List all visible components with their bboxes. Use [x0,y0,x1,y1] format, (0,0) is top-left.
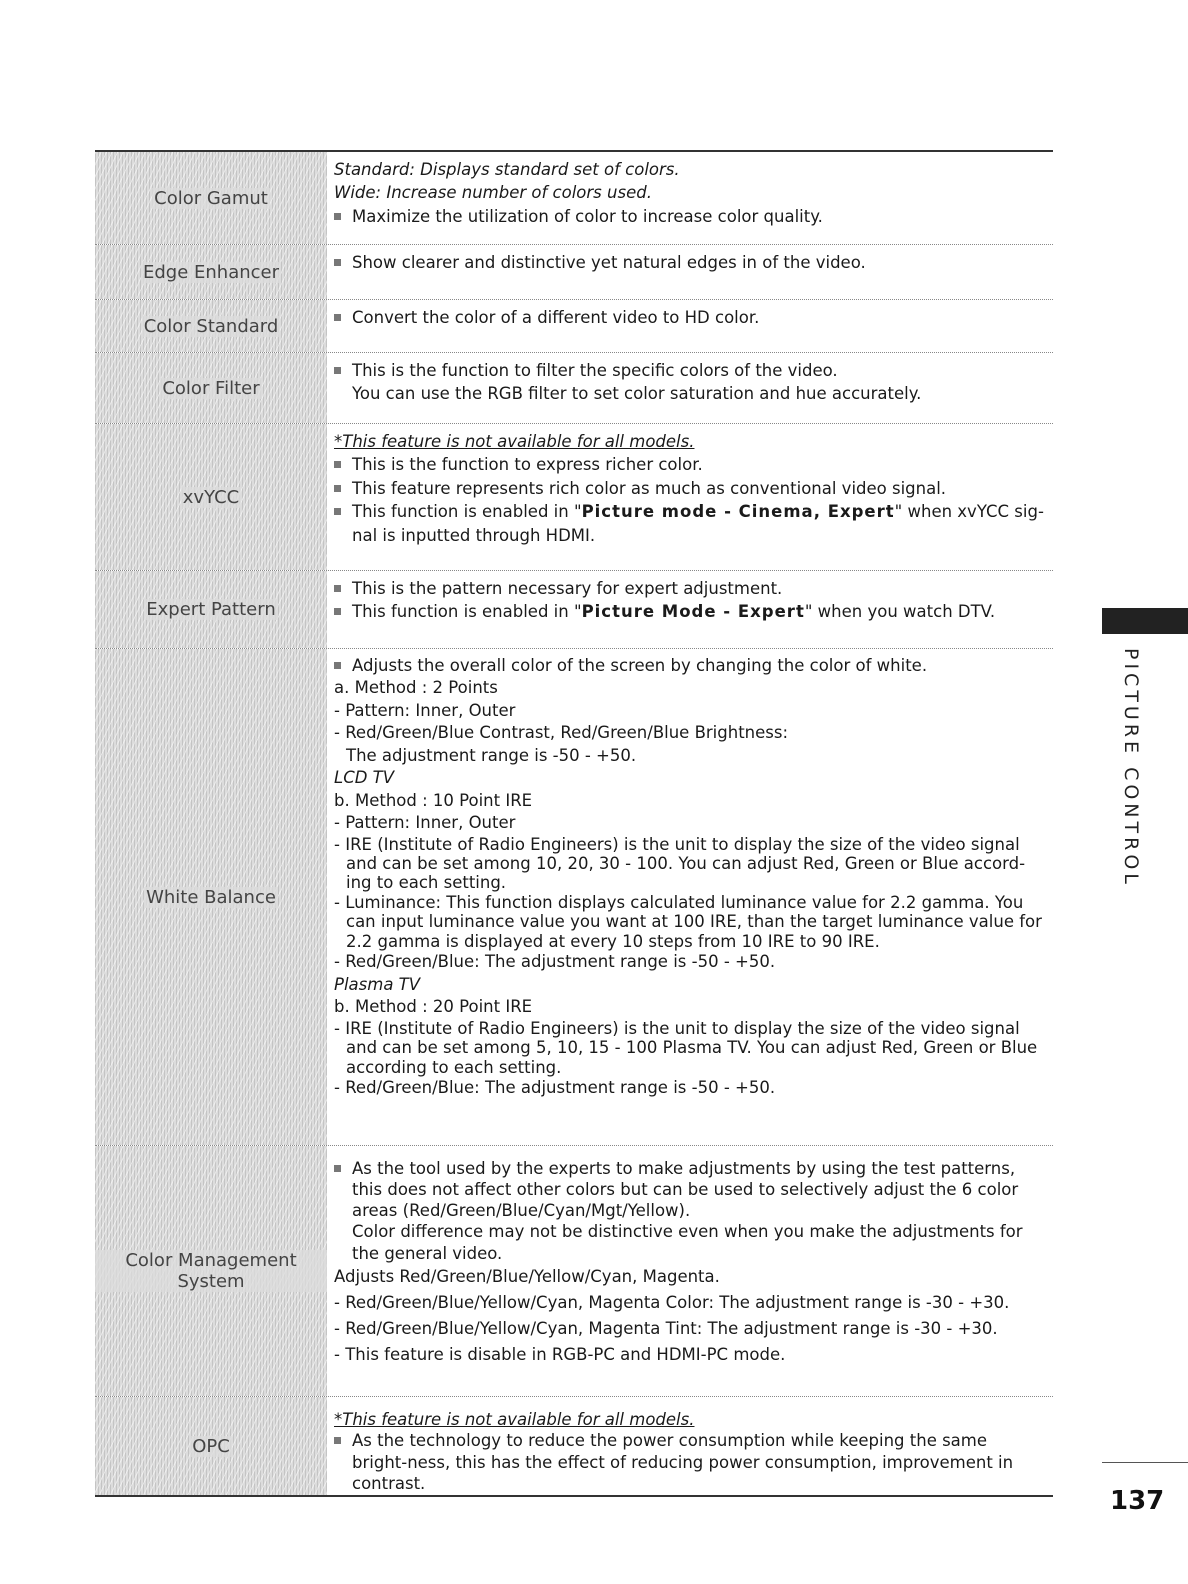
detail-line: Adjusts Red/Green/Blue/Yellow/Cyan, Magenta. [334,1267,720,1287]
detail-line: - Red/Green/Blue: The adjustment range is -50 - +50. [334,1078,776,1098]
row-color-gamut [95,152,1053,244]
detail-line: - IRE (Institute of Radio Engineers) is the unit to display the size of the video signal and can be set among 10, 20, 30 - 100. You can adjust Red, Green or Blue accord-ing to each setting. [334,834,1026,893]
menu-path: Picture Mode - Expert [581,602,805,622]
square-bullet-icon [334,655,352,677]
row-color-filter [95,352,1053,423]
wide-option-text: Wide: Increase number of colors used. [334,183,652,203]
square-bullet-icon [334,1158,352,1221]
row-description [327,424,1053,570]
method-line: b. Method : 20 Point IRE [334,997,533,1017]
bullet-item: This is the function to filter the specific colors of the video. [334,359,1047,382]
row-white-balance [95,648,1053,1145]
bullet-item: This function is enabled in "Picture mode - Cinema, Expert" when xvYCC sig- [334,500,1047,523]
square-bullet-icon [334,205,352,228]
row-label: Edge Enhancer [95,245,327,299]
row-label: Color Standard [95,300,327,352]
detail-line: The adjustment range is -50 - +50. [346,745,637,765]
row-description [327,1397,1053,1495]
row-expert-pattern [95,570,1053,648]
method-line: b. Method : 10 Point IRE [334,790,533,810]
page-number-rule [1102,1462,1188,1463]
row-label: Color Management System [95,1146,327,1396]
row-label: Color Filter [95,353,327,423]
continuation-text: Color difference may not be distinctive even when you make the adjustments for the general video. [352,1222,1023,1263]
bullet-item: Show clearer and distinctive yet natural edges in of the video. [334,251,1047,274]
detail-line: - Red/Green/Blue/Yellow/Cyan, Magenta Tint: The adjustment range is -30 - +30. [334,1319,998,1339]
row-label: Color Gamut [95,152,327,244]
detail-line: - Pattern: Inner, Outer [334,700,516,720]
bullet-item: As the tool used by the experts to make adjustments by using the test patterns, this does not affect other colors but can be used to selectively adjust the 6 color areas (Red/Green/Blue/Cyan/Mgt/Yellow). [334,1158,1047,1221]
detail-line: - Pattern: Inner, Outer [334,813,516,833]
bullet-item: Convert the color of a different video to HD color. [334,306,1047,329]
detail-line: - IRE (Institute of Radio Engineers) is the unit to display the size of the video signal and can be set among 5, 10, 15 - 100 Plasma TV. You can adjust Red, Green or Blue according to each setting. [334,1018,1038,1077]
row-description [327,1146,1053,1396]
row-description [327,152,1053,244]
section-tab-marker [1102,608,1188,634]
row-edge-enhancer [95,244,1053,299]
square-bullet-icon [334,1430,352,1494]
square-bullet-icon [334,500,352,523]
row-color-management-system [95,1145,1053,1396]
standard-option-text: Standard: Displays standard set of colors. [334,160,680,179]
bullet-item: This is the pattern necessary for expert adjustment. [334,577,1047,600]
row-label: White Balance [95,649,327,1145]
row-description [327,300,1053,352]
continuation-text: nal is inputted through HDMI. [352,525,596,545]
row-description [327,353,1053,423]
square-bullet-icon [334,359,352,382]
bullet-item: As the technology to reduce the power consumption while keeping the same bright-ness, this has the effect of reducing power consumption, improvement in contrast. [334,1430,1047,1494]
bullet-item: Adjusts the overall color of the screen by changing the color of white. [334,655,1047,677]
availability-note: *This feature is not available for all models. [334,1410,695,1429]
square-bullet-icon [334,577,352,600]
model-heading: LCD TV [334,768,395,788]
availability-note: *This feature is not available for all models. [334,432,695,451]
row-label: Expert Pattern [95,571,327,648]
detail-line: - Red/Green/Blue Contrast, Red/Green/Blue Brightness: [334,723,789,743]
row-description [327,245,1053,299]
row-label: xvYCC [95,424,327,570]
bullet-item: This feature represents rich color as much as conventional video signal. [334,477,1047,500]
detail-line: - Red/Green/Blue/Yellow/Cyan, Magenta Color: The adjustment range is -30 - +30. [334,1293,1010,1313]
bullet-item: This is the function to express richer color. [334,453,1047,476]
square-bullet-icon [334,477,352,500]
continuation-text: You can use the RGB filter to set color saturation and hue accurately. [352,384,922,404]
row-description [327,571,1053,648]
square-bullet-icon [334,306,352,329]
method-line: a. Method : 2 Points [334,678,498,698]
bullet-item: Maximize the utilization of color to increase color quality. [334,205,1047,228]
detail-line: - Luminance: This function displays calculated luminance value for 2.2 gamma. You can input luminance value you want at 100 IRE, than the target luminance value for 2.2 gamma is displayed at every 10 steps from 10 IRE to 90 IRE. [334,892,1042,951]
bullet-item: This function is enabled in "Picture Mode - Expert" when you watch DTV. [334,600,1047,623]
square-bullet-icon [334,251,352,274]
detail-line: - This feature is disable in RGB-PC and HDMI-PC mode. [334,1345,786,1365]
square-bullet-icon [334,453,352,476]
row-color-standard [95,299,1053,352]
settings-table [95,150,1053,1497]
square-bullet-icon [334,600,352,623]
row-xvycc [95,423,1053,570]
section-title: PICTURE CONTROL [1120,648,1142,888]
menu-path: Picture mode - Cinema, Expert [581,502,895,522]
detail-line: - Red/Green/Blue: The adjustment range is -50 - +50. [334,952,776,972]
row-opc [95,1396,1053,1495]
model-heading: Plasma TV [334,974,421,994]
row-label: OPC [95,1397,327,1495]
page-number: 137 [1110,1486,1165,1516]
row-description [327,649,1053,1145]
